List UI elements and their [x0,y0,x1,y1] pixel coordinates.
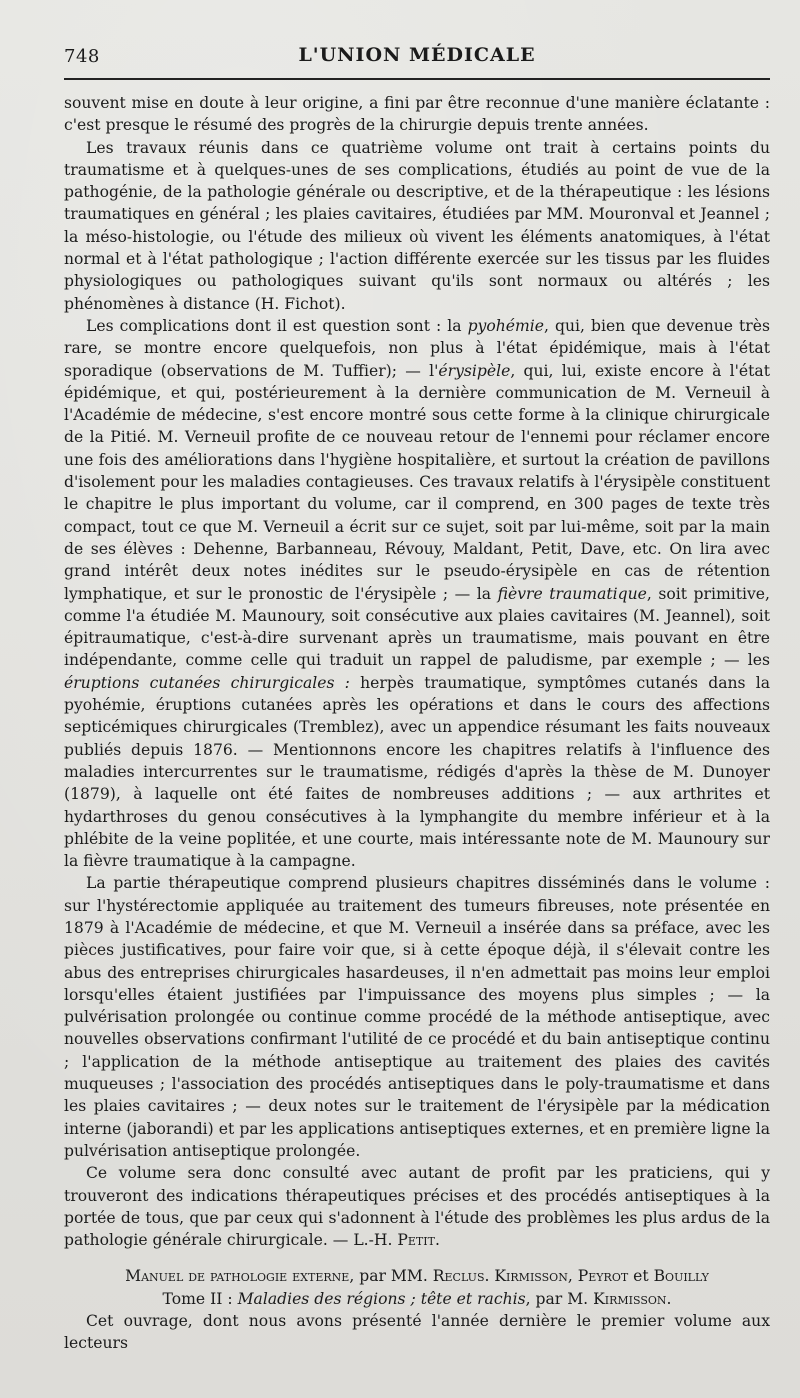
review-heading [64,1265,770,1310]
small-caps-name: Manuel de pathologie externe [125,1267,350,1286]
text-segment: , qui, bien que devenue très rare, se montre encore quelquefois, non plus à l'état épidémique, mais à l'état sporadique (observations de M. Tuffier); — l' [64,316,770,380]
paragraphs-container [64,92,770,1251]
running-title: L'UNION MÉDICALE [298,44,536,66]
italic-term: fièvre traumatique [497,584,647,603]
paragraph-p5 [64,1162,770,1251]
small-caps-name: Kirmisson [593,1289,667,1308]
text-segment: souvent mise en doute à leur origine, a fini par être reconnue d'une manière éclatante : c'est presque le résumé des progrès de la chirurgie depuis trente années. [64,94,770,135]
text-segment: Ce volume sera donc consulté avec autant de profit par les praticiens, qui y trouveront des indications thérapeutiques précises et des procédés antiseptiques à la portée de tous, que par ceux qui s'adonnent à l'étude des problèmes les plus ardus de la pathologie générale chirurgicale. — [64,1164,770,1250]
italic-term: érysipèle [438,361,511,380]
header-rule [64,78,770,80]
text-segment: Les complications dont il est question sont : la [86,316,468,335]
italic-term: pyohémie [467,316,545,335]
paragraph-p3 [64,315,770,872]
small-caps-name: Bouilly [653,1267,709,1286]
text-segment: Tome II : [162,1289,238,1308]
text-segment: . [666,1289,672,1308]
italic-term: éruptions cutanées chirurgicales : [64,673,350,692]
page-header [64,42,770,78]
text-segment: , par M. [525,1289,594,1308]
text-segment: et [628,1267,654,1286]
text-segment: La partie thérapeutique comprend plusieurs chapitres disséminés dans le volume : sur l'hystérectomie appliquée au traitement des tumeurs fibreuses, note présentée en 1879 à l'Académie de médecine, et que M. Verneuil a insérée dans sa préface, avec les pièces justificatives, pour faire voir que, si à cette époque déjà, il s'élevait contre les abus des entreprises chirurgicales hasardeuses, il n'en admettait pas moins leur emploi lorsqu'elles étaient justifiées par l'impuissance des moyens plus simples ; — la pulvérisation prolongée ou continue comme procédé de la méthode antiseptique, avec nouvelles observations confirmant l'utilité de ce procédé et du bain antiseptique continu ; l'application de la méthode antiseptique au traitement des plaies des cavités muqueuses ; l'association des procédés antiseptiques dans le poly-traumatisme et dans les plaies cavitaires ; — deux notes sur le traitement de l'érysipèle par la médication interne (jaborandi) et par les applications antiseptiques externes, et en première ligne la pulvérisation antiseptique prolongée. [64,874,770,1160]
text-segment: , par MM. [349,1267,433,1286]
closing-paragraph: Cet ouvrage, dont nous avons présenté l'année dernière le premier volume aux lecteurs [64,1312,770,1353]
paragraph-p2 [64,137,770,315]
small-caps-name: L.-H. Petit. [353,1231,440,1250]
text-segment: , soit primitive, comme l'a étudiée M. Maunoury, soit consécutive aux plaies cavitaires (M. Jeannel), soit épitraumatique, c'est-à-dire survenant après un traumatisme, mais pouvant en être indépendante, comme celle qui traduit un rappel de paludisme, par exemple ; — les [64,584,770,670]
text-segment: . [484,1267,495,1286]
small-caps-name: Kirmisson [494,1267,568,1286]
text-segment: , qui, lui, existe encore à l'état épidémique, et qui, postérieurement à la dernière communication de M. Verneuil à l'Académie de médecine, s'est encore montré sous cette forme à la clinique chirurgicale de la Pitié. M. Verneuil profite de ce nouveau retour de l'ennemi pour réclamer encore une fois des améliorations dans l'hygiène hospitalière, et surtout la création de pavillons d'isolement pour les maladies contagieuses. Ces travaux relatifs à l'érysipèle constituent le chapitre le plus important du volume, car il comprend, en 300 pages de texte très compact, tout ce que M. Verneuil a écrit sur ce sujet, soit par lui-même, soit par la main de ses élèves : Dehenne, Barbanneau, Révouy, Maldant, Petit, Dave, etc. On lira avec grand intérêt deux notes inédites sur le pseudo-érysipèle en cas de rétention lymphatique, et sur le pronostic de l'érysipèle ; — la [64,361,770,603]
text-segment: , [567,1267,578,1286]
paragraph-p1 [64,92,770,137]
italic-term: Maladies des régions ; tête et rachis [237,1289,526,1308]
small-caps-name: Peyrot [577,1267,629,1286]
paragraph-p4 [64,872,770,1162]
review-heading-line-1 [64,1265,770,1287]
text-segment: herpès traumatique, symptômes cutanés dans la pyohémie, éruptions cutanées après les opérations et dans le cours des affections septicémiques chirurgicales (Tremblez), avec un appendice résumant les faits nouveaux publiés depuis 1876. — Mentionnons encore les chapitres relatifs à l'influence des maladies intercurrentes sur le traumatisme, rédigés d'après la thèse de M. Dunoyer (1879), à laquelle ont été faites de nombreuses additions ; — aux arthrites et hydarthroses du genou consécutives à la lymphangite du membre inférieur et à la phlébite de la veine poplitée, et une courte, mais intéressante note de M. Maunoury sur la fièvre traumatique à la campagne. [64,673,771,871]
article-body [64,92,770,1355]
page-number: 748 [64,46,100,67]
small-caps-name: Reclus [432,1267,485,1286]
text-segment: Les travaux réunis dans ce quatrième volume ont trait à certains points du traumatisme et à quelques-unes de ses complications, étudiés au point de vue de la pathogénie, de la pathologie générale ou descriptive, et de la thérapeutique : les lésions traumatiques en général ; les plaies cavitaires, étudiées par MM. Mouronval et Jeannel ; la méso-histologie, ou l'étude des milieux où vivent les éléments anatomiques, à l'état normal et à l'état pathologique ; l'action différente exercée sur les tissus par les fluides physiologiques ou pathologiques suivant qu'ils sont normaux ou altérés ; les phénomènes à distance (H. Fichot). [64,138,770,313]
review-heading-line-2 [64,1288,770,1310]
